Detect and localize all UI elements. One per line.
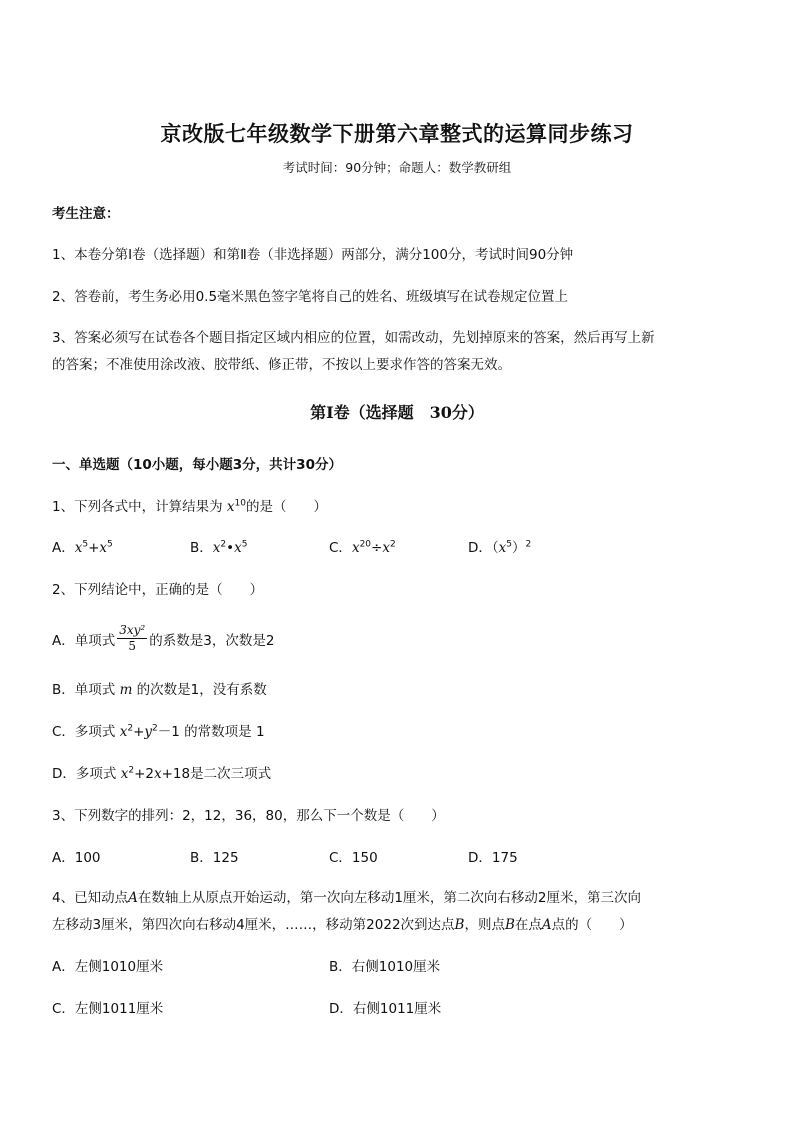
- option-text: C．多项式: [52, 724, 116, 740]
- notice-heading: 考生注意：: [52, 206, 120, 222]
- math-var: x: [153, 766, 162, 782]
- math-var: x: [99, 540, 108, 556]
- option-label: B．: [190, 540, 213, 556]
- q2-option-c: [52, 720, 265, 740]
- exponent: 2: [525, 539, 532, 550]
- math-var: B: [454, 917, 465, 933]
- stem-text: 在数轴上从原点开始运动，第一次向左移动1厘米，第二次向右移动2厘米，第三次向: [137, 890, 642, 906]
- option-text: B．单项式: [52, 682, 116, 698]
- q1-stem-end: 的是（ ）: [245, 499, 327, 515]
- exponent: 5: [82, 539, 89, 550]
- question-4-stem-line1: [52, 886, 641, 906]
- question-2-stem: 2、下列结论中，正确的是（ ）: [52, 582, 264, 598]
- math-var: y: [144, 724, 153, 740]
- section-title: 第Ⅰ卷（选择题 30分）: [310, 403, 484, 422]
- fraction-numerator: 3xy²: [119, 623, 146, 637]
- operator: •: [226, 540, 235, 556]
- q3-option-d: D．175: [468, 850, 518, 866]
- option-label: C．: [329, 540, 352, 556]
- operator: +2: [134, 766, 154, 782]
- operator: +: [88, 540, 100, 556]
- option-label: D．: [468, 540, 492, 556]
- math-var: A: [541, 917, 552, 933]
- q2-option-a: [52, 623, 275, 656]
- exponent: 5: [506, 539, 513, 550]
- exponent: 20: [359, 539, 372, 550]
- math-var: x: [382, 540, 390, 556]
- q2-option-d: [52, 762, 271, 782]
- option-label: A．: [52, 540, 75, 556]
- stem-text: 左移动3厘米，第四次向右移动4厘米，……，移动第2022次到达点: [52, 917, 455, 933]
- page-title: 京改版七年级数学下册第六章整式的运算同步练习: [160, 121, 634, 146]
- exponent: 2: [128, 765, 135, 776]
- math-var: x: [234, 540, 242, 556]
- stem-text: 在点: [514, 917, 542, 933]
- operator: ÷: [371, 540, 383, 556]
- part-heading: 一、单选题（10小题，每小题3分，共计30分）: [52, 457, 342, 473]
- q1-stem-text: 1、下列各式中，计算结果为: [52, 499, 227, 515]
- q4-option-d: D．右侧1011厘米: [329, 1001, 442, 1017]
- q1-option-c: [329, 536, 396, 556]
- exponent: 2: [152, 723, 158, 734]
- notice-item-3-cont: 的答案；不准使用涂改液、胶带纸、修正带，不按以上要求作答的答案无效。: [52, 357, 511, 373]
- math-var: x: [351, 540, 360, 556]
- q3-option-c: C．150: [329, 850, 378, 866]
- q3-option-b: B．125: [190, 850, 239, 866]
- stem-text: ，则点: [464, 917, 505, 933]
- exponent: 2: [127, 723, 134, 734]
- exponent: 2: [389, 539, 396, 550]
- question-4-stem-line2: [52, 913, 633, 933]
- option-text: D．多项式: [52, 766, 117, 782]
- fraction-denominator: 5: [128, 639, 137, 653]
- option-text: －1 的常数项是 1: [157, 724, 265, 740]
- math-var: x: [74, 540, 83, 556]
- q1-stem-var: x: [226, 499, 235, 515]
- q4-option-b: B．右侧1010厘米: [329, 959, 441, 975]
- exponent: 5: [107, 539, 113, 550]
- q3-option-a: A．100: [52, 850, 101, 866]
- q1-stem-exp: 10: [234, 498, 246, 509]
- paren: ）: [512, 540, 526, 556]
- notice-item-3: 3、答案必须写在试卷各个题目指定区域内相应的位置，如需改动，先划掉原来的答案，然后再写上新: [52, 330, 655, 346]
- math-var: x: [212, 540, 221, 556]
- q1-option-d: [468, 536, 531, 556]
- paren: （: [491, 540, 499, 556]
- stem-text: 4、已知动点: [52, 890, 129, 906]
- fraction: [117, 623, 147, 653]
- exam-info: 考试时间：90分钟；命题人：数学教研组: [282, 160, 512, 175]
- stem-text: 点的（ ）: [551, 917, 633, 933]
- option-text: A．单项式: [52, 633, 116, 649]
- q1-option-b: [190, 536, 247, 556]
- q2-option-b: [52, 678, 267, 698]
- exponent: 2: [220, 539, 227, 550]
- math-var: x: [120, 766, 129, 782]
- notice-item-1: 1、本卷分第Ⅰ卷（选择题）和第Ⅱ卷（非选择题）两部分，满分100分，考试时间90分钟: [52, 247, 574, 263]
- option-text: 的次数是1，没有系数: [136, 682, 267, 698]
- q1-option-a: [52, 536, 113, 556]
- notice-item-2: 2、答卷前，考生务必用0.5毫米黑色签字笔将自己的姓名、班级填写在试卷规定位置上: [52, 289, 569, 305]
- option-text: 的系数是3，次数是2: [149, 633, 275, 649]
- math-var: x: [119, 724, 128, 740]
- question-3-stem: 3、下列数字的排列：2，12，36，80，那么下一个数是（ ）: [52, 808, 445, 824]
- math-var: x: [498, 540, 507, 556]
- math-var: B: [504, 917, 515, 933]
- operator: +: [133, 724, 145, 740]
- option-text: +18是二次三项式: [161, 766, 272, 782]
- exponent: 5: [241, 539, 248, 550]
- math-var: A: [128, 890, 138, 906]
- math-var: m: [119, 682, 133, 698]
- q4-option-c: C．左侧1011厘米: [52, 1001, 164, 1017]
- question-1-stem: [52, 495, 327, 515]
- q4-option-a: A．左侧1010厘米: [52, 959, 164, 975]
